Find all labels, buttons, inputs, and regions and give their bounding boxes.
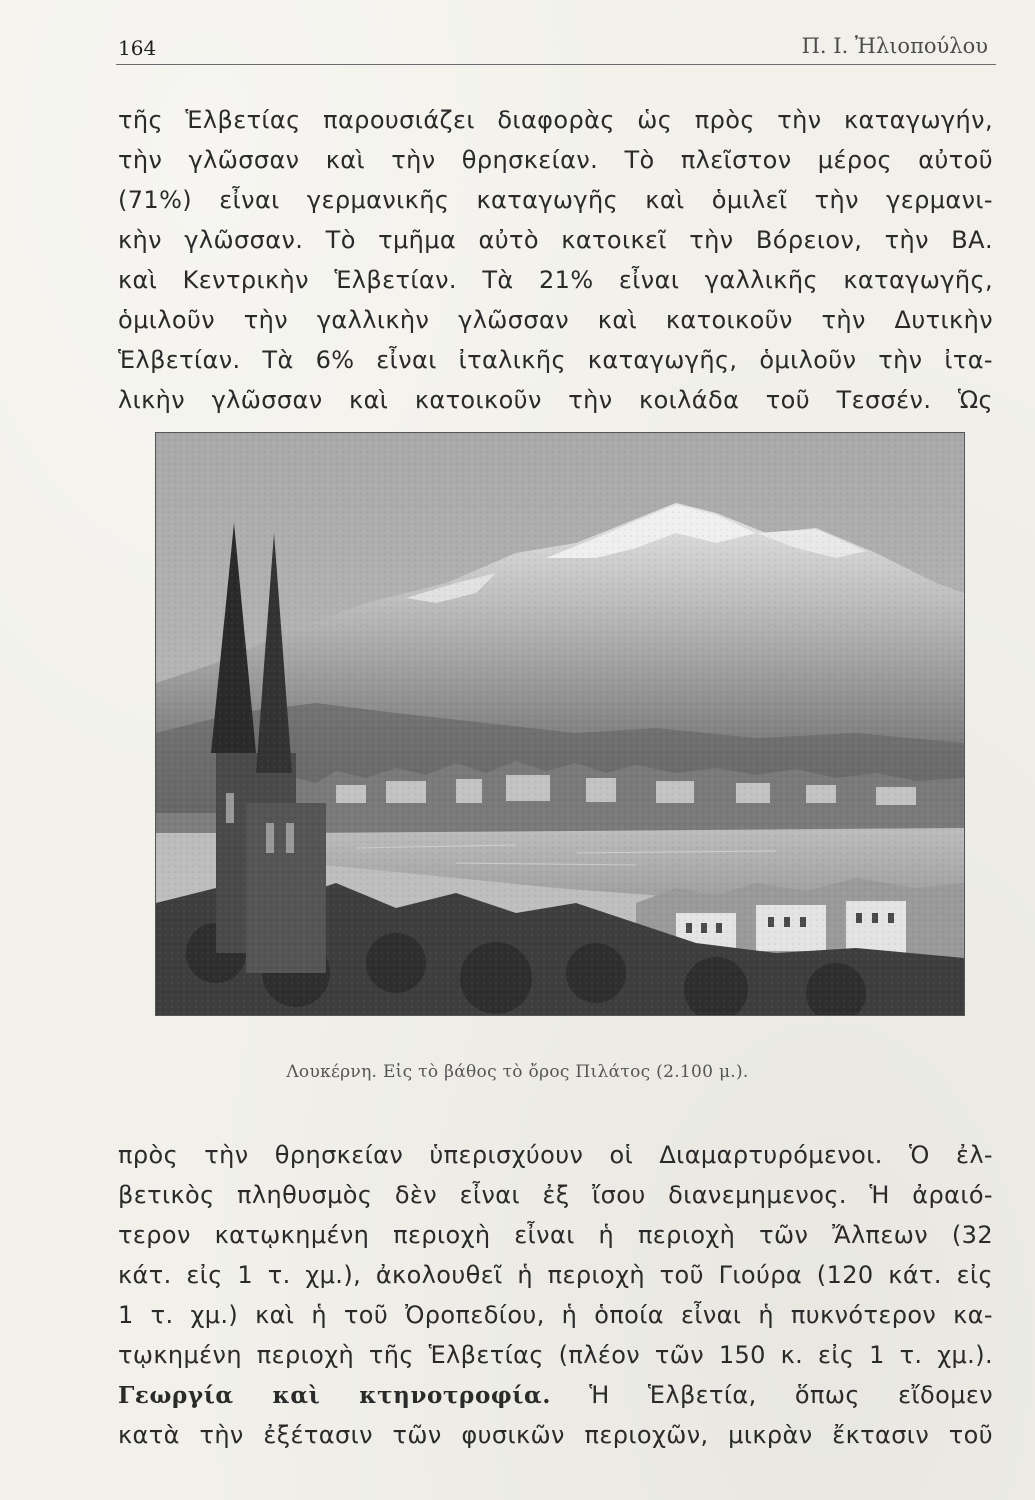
text-line: πρὸς τὴν θρησκείαν ὑπερισχύουν οἱ Διαμαρτυρόμενοι. Ὁ ἐλ- — [118, 1141, 993, 1169]
heading-continuation: Ἡ Ἑλβετία, ὅπως εἴδομεν — [589, 1381, 994, 1409]
running-head-author: Π. Ι. Ἠλιοπούλου — [801, 34, 988, 58]
text-line: τὴν γλῶσσαν καὶ τὴν θρησκείαν. Τὸ πλεῖστον μέρος αὐτοῦ — [118, 146, 993, 174]
photo-illustration — [156, 433, 964, 1015]
text-line: κατὰ τὴν ἐξέτασιν τῶν φυσικῶν περιοχῶν, μικρὰν ἔκτασιν τοῦ — [118, 1421, 993, 1449]
text-line-with-heading — [118, 1375, 993, 1415]
running-head — [116, 30, 996, 65]
text-line: τῳκημένη περιοχὴ τῆς Ἑλβετίας (πλέον τῶν 150 κ. εἰς 1 τ. χμ.). — [118, 1341, 993, 1369]
text-line: κὴν γλῶσσαν. Τὸ τμῆμα αὐτὸ κατοικεῖ τὴν Βόρειον, τὴν ΒΑ. — [118, 226, 993, 254]
text-line: (71%) εἶναι γερμανικῆς καταγωγῆς καὶ ὁμιλεῖ τὴν γερμανι- — [118, 186, 993, 214]
text-line: κάτ. εἰς 1 τ. χμ.), ἀκολουθεῖ ἡ περιοχὴ τοῦ Γιούρα (120 κάτ. εἰς — [118, 1261, 993, 1289]
text-line: βετικὸς πληθυσμὸς δὲν εἶναι ἐξ ἴσου διανεμημενος. Ἡ ἀραιό- — [118, 1181, 993, 1209]
text-line: καὶ Κεντρικὴν Ἑλβετίαν. Τὰ 21% εἶναι γαλλικῆς καταγωγῆς, — [118, 266, 993, 294]
text-line: τῆς Ἑλβετίας παρουσιάζει διαφορὰς ὡς πρὸς τὴν καταγωγήν, — [118, 106, 993, 134]
text-block-top — [118, 100, 993, 420]
section-heading: Γεωργία καὶ κτηνοτροφία. — [118, 1382, 551, 1409]
lucerne-photograph — [155, 432, 965, 1016]
text-line: Ἑλβετίαν. Τὰ 6% εἶναι ἰταλικῆς καταγωγῆς, ὁμιλοῦν τὴν ἰτα- — [118, 346, 993, 374]
figure-caption: Λουκέρνη. Εἰς τὸ βάθος τὸ ὄρος Πιλάτος (2.100 μ.). — [286, 1062, 749, 1082]
page-number: 164 — [118, 36, 157, 60]
text-line: λικὴν γλῶσσαν καὶ κατοικοῦν τὴν κοιλάδα τοῦ Τεσσέν. Ὡς — [118, 386, 993, 414]
text-line: 1 τ. χμ.) καὶ ἡ τοῦ Ὀροπεδίου, ἡ ὁποία εἶναι ἡ πυκνότερον κα- — [118, 1301, 993, 1329]
text-line: τερον κατῳκημένη περιοχὴ εἶναι ἡ περιοχὴ τῶν Ἄλπεων (32 — [118, 1221, 993, 1249]
text-block-bottom — [118, 1135, 993, 1455]
text-line: ὁμιλοῦν τὴν γαλλικὴν γλῶσσαν καὶ κατοικοῦν τὴν Δυτικὴν — [118, 306, 993, 334]
